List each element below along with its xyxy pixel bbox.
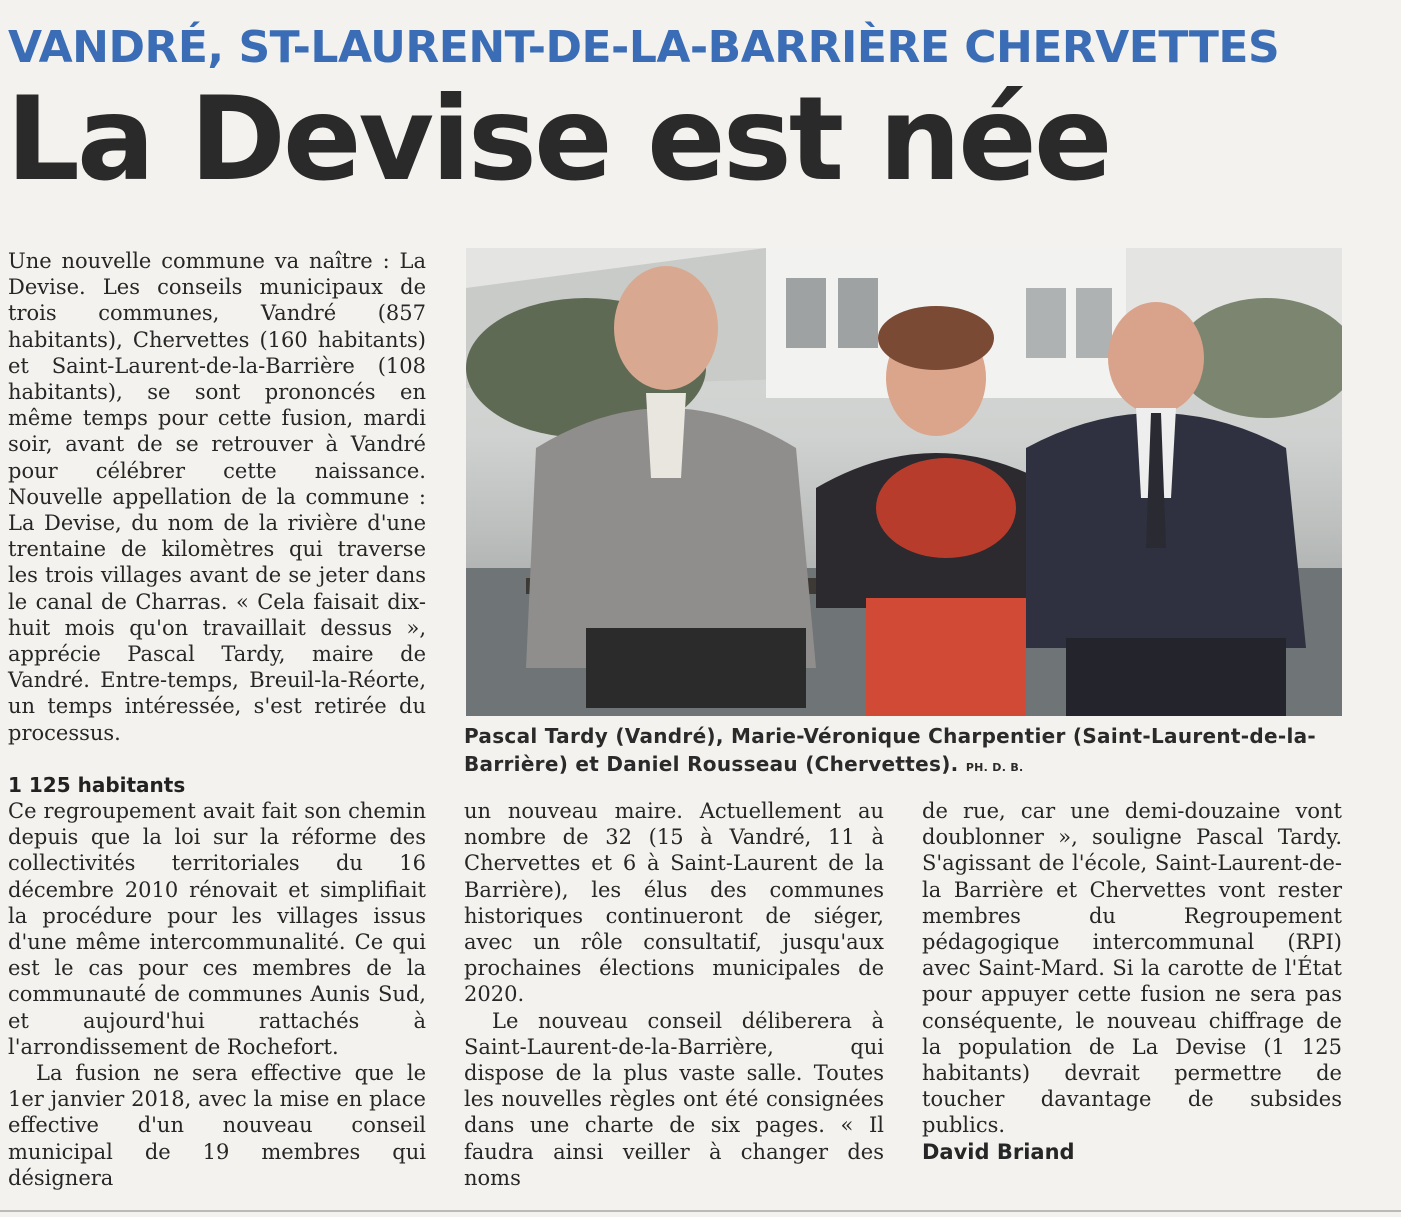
article-intro-column — [8, 248, 426, 746]
article-headline: La Devise est née — [6, 72, 1110, 207]
intro-paragraph: Une nouvelle commune va naître : La Devise. Les conseils municipaux de trois communes, Vandré (857 habitants), Chervettes (160 habitants) et Saint-Laurent-de-la-Barrière (108 habitants), se sont prononcés en même temps pour cette fusion, mardi soir, avant de se retrouver à Vandré pour célébrer cette naissance. Nouvelle appellation de la commune : La Devise, du nom de la rivière d'une trentaine de kilomètres qui traverse les trois villages avant de se jeter dans le canal de Charras. « Cela faisait dix-huit mois qu'on travaillait dessus », apprécie Pascal Tardy, maire de Vandré. Entre-temps, Breuil-la-Réorte, un temps intéressée, s'est retirée du processus. — [8, 249, 426, 745]
column-2-paragraph-2: Le nouveau conseil déliberera à Saint-Laurent-de-la-Barrière, qui dispose de la plus vaste salle. Toutes les nouvelles règles ont été consignées dans une charte de six pages. « Il faudra ainsi veiller à changer des noms — [464, 1008, 884, 1190]
photo-illustration — [466, 248, 1342, 716]
article-photo — [466, 248, 1342, 716]
photo-caption — [464, 722, 1364, 782]
page-divider — [0, 1210, 1401, 1212]
author-signature: David Briand — [922, 1139, 1075, 1164]
column-1-paragraph-1: Ce regroupement avait fait son chemin depuis que la loi sur la réforme des collectivités territoriales du 16 décembre 2010 rénovait et simplifiait la procédure pour les villages issus d'une même intercommunalité. Ce qui est le cas pour ces membres de la communauté de communes Aunis Sud, et aujourd'hui rattachés à l'arrondissement de Rochefort. — [8, 799, 426, 1059]
article-kicker: VANDRÉ, ST-LAURENT-DE-LA-BARRIÈRE CHERVETTES — [8, 22, 1280, 73]
article-column-2 — [464, 798, 884, 1191]
article-column-3 — [922, 798, 1342, 1165]
photo-credit: PH. D. B. — [965, 761, 1024, 774]
column-2-paragraph-1: un nouveau maire. Actuellement au nombre de 32 (15 à Vandré, 11 à Chervettes et 6 à Saint-Laurent de la Barrière), les élus des communes historiques continueront de siéger, avec un rôle consultatif, jusqu'aux prochaines élections municipales de 2020. — [464, 799, 884, 1007]
column-3-paragraph-1: de rue, car une demi-douzaine vont doublonner », souligne Pascal Tardy. S'agissant de l'école, Saint-Laurent-de-la Barrière et Chervettes vont rester membres du Regroupement pédagogique intercommunal (RPI) avec Saint-Mard. Si la carotte de l'État pour appuyer cette fusion ne sera pas conséquente, le nouveau chiffrage de la population de La Devise (1 125 habitants) devrait permettre de toucher davantage de subsides publics. — [922, 799, 1342, 1138]
column-1-paragraph-2: La fusion ne sera effective que le 1er janvier 2018, avec la mise en place effective d'un nouveau conseil municipal de 19 membres qui désignera — [8, 1061, 426, 1190]
article-column-1 — [8, 798, 426, 1191]
section-subhead: 1 125 habitants — [8, 773, 186, 797]
caption-text: Pascal Tardy (Vandré), Marie-Véronique Charpentier (Saint-Laurent-de-la-Barrière) et Daniel Rousseau (Chervettes). — [464, 724, 1317, 776]
